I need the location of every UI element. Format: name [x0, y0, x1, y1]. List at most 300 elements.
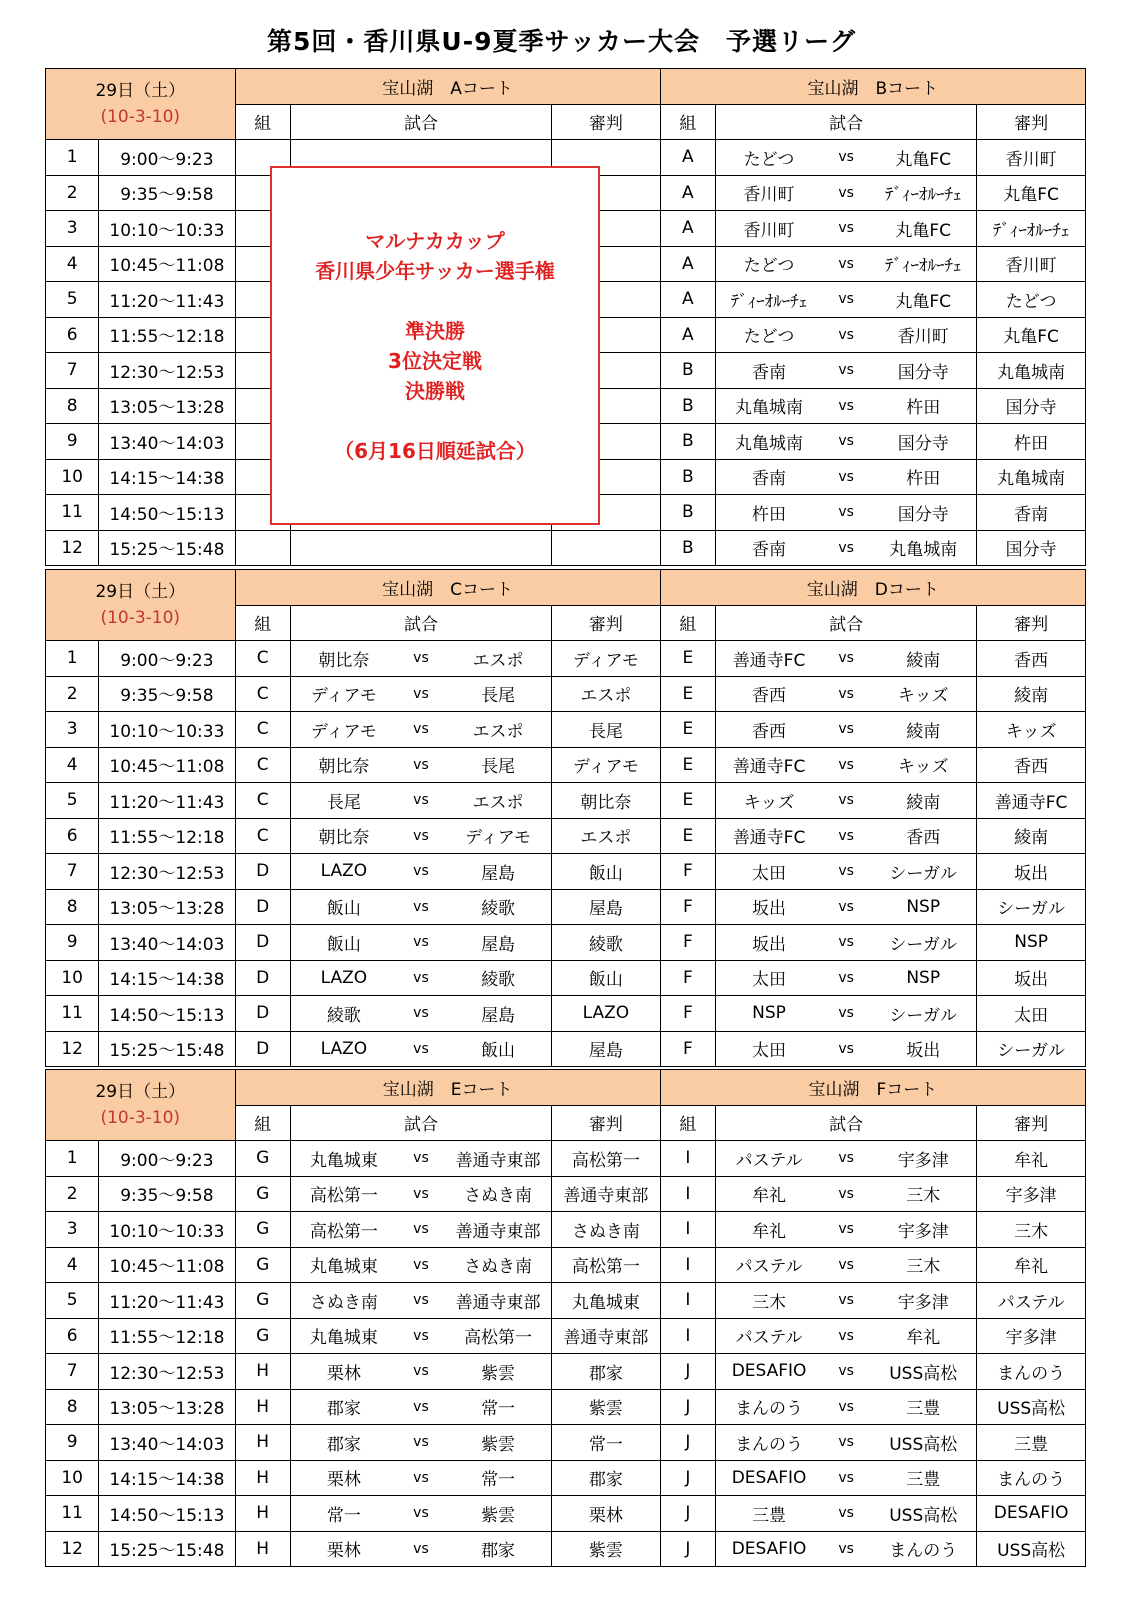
page-title: 第5回・香川県U-9夏季サッカー大会 予選リーグ — [267, 27, 856, 56]
team-a: 香南 — [716, 530, 823, 566]
team-b: 宇多津 — [870, 1283, 977, 1319]
team-b: 紫雲 — [445, 1425, 552, 1461]
time-slot: 9:00～9:23 — [99, 1141, 235, 1177]
group-cell: F — [660, 1031, 715, 1067]
group-cell: I — [660, 1212, 715, 1248]
time-slot: 13:40～14:03 — [99, 424, 235, 460]
match-number: 2 — [46, 175, 99, 211]
match-row — [46, 1318, 1086, 1354]
team-a: 朝比奈 — [290, 818, 397, 854]
match-number: 1 — [46, 641, 99, 677]
match-date: 29日（土） — [95, 581, 186, 602]
time-slot: 13:05～13:28 — [99, 1389, 235, 1425]
referee-cell: 丸亀城東 — [552, 1283, 661, 1319]
team-a: DESAFIO — [716, 1460, 823, 1496]
vs-label: vs — [822, 996, 870, 1032]
referee-header: 審判 — [977, 104, 1086, 140]
team-b: 郡家 — [445, 1531, 552, 1567]
vs-label-empty — [397, 530, 445, 566]
referee-cell: 杵田 — [977, 424, 1086, 460]
team-a: パステル — [716, 1318, 823, 1354]
referee-cell: 高松第一 — [552, 1247, 661, 1283]
team-b: ﾃﾞｨｰｵﾙｰﾁｪ — [870, 175, 977, 211]
team-a: NSP — [716, 996, 823, 1032]
group-cell: E — [660, 818, 715, 854]
group-cell: F — [660, 925, 715, 961]
match-number: 5 — [46, 783, 99, 819]
match-row — [46, 889, 1086, 925]
match-number: 8 — [46, 889, 99, 925]
referee-cell: 屋島 — [552, 1031, 661, 1067]
referee-cell: 香川町 — [977, 246, 1086, 282]
vs-label: vs — [822, 1141, 870, 1177]
time-slot: 15:25～15:48 — [99, 530, 235, 566]
team-a: 綾歌 — [290, 996, 397, 1032]
team-a: 栗林 — [290, 1531, 397, 1567]
team-b: 杵田 — [870, 459, 977, 495]
vs-label: vs — [822, 317, 870, 353]
team-a: 坂出 — [716, 925, 823, 961]
group-header: 組 — [235, 605, 290, 641]
referee-cell: さぬき南 — [552, 1212, 661, 1248]
vs-label: vs — [822, 1283, 870, 1319]
vs-label: vs — [397, 712, 445, 748]
notice-postponed: （6月16日順延試合） — [334, 439, 536, 463]
team-a: たどつ — [716, 317, 823, 353]
vs-label: vs — [822, 1354, 870, 1390]
time-slot: 14:15～14:38 — [99, 459, 235, 495]
vs-label: vs — [397, 747, 445, 783]
match-number: 10 — [46, 1460, 99, 1496]
team-b: 国分寺 — [870, 424, 977, 460]
team-b: 綾南 — [870, 712, 977, 748]
group-cell: E — [660, 712, 715, 748]
court-name-right: 宝山湖 Dコート — [660, 570, 1085, 606]
match-row — [46, 1531, 1086, 1567]
vs-label: vs — [397, 996, 445, 1032]
team-b: 国分寺 — [870, 353, 977, 389]
referee-cell: 高松第一 — [552, 1141, 661, 1177]
match-number: 6 — [46, 818, 99, 854]
vs-label: vs — [822, 530, 870, 566]
group-cell: D — [235, 889, 290, 925]
group-cell: F — [660, 996, 715, 1032]
team-b: 紫雲 — [445, 1496, 552, 1532]
group-cell: G — [235, 1212, 290, 1248]
match-row — [46, 783, 1086, 819]
referee-cell: 郡家 — [552, 1460, 661, 1496]
match-number: 8 — [46, 388, 99, 424]
vs-label: vs — [822, 747, 870, 783]
match-date: 29日（土） — [95, 1081, 186, 1102]
match-row — [46, 1460, 1086, 1496]
team-a: 香南 — [716, 353, 823, 389]
team-b: NSP — [870, 960, 977, 996]
match-number: 12 — [46, 1031, 99, 1067]
group-cell: H — [235, 1354, 290, 1390]
match-number: 10 — [46, 960, 99, 996]
vs-label: vs — [397, 1460, 445, 1496]
vs-label: vs — [397, 1318, 445, 1354]
vs-label: vs — [397, 1212, 445, 1248]
time-slot: 9:00～9:23 — [99, 641, 235, 677]
match-row — [46, 676, 1086, 712]
referee-cell: 常一 — [552, 1425, 661, 1461]
vs-label: vs — [822, 1176, 870, 1212]
time-slot: 10:10～10:33 — [99, 1212, 235, 1248]
team-b: 香西 — [870, 818, 977, 854]
team-b: シーガル — [870, 996, 977, 1032]
vs-label: vs — [822, 388, 870, 424]
match-number: 11 — [46, 495, 99, 531]
match-number: 6 — [46, 317, 99, 353]
referee-cell: まんのう — [977, 1460, 1086, 1496]
team-a: 善通寺FC — [716, 818, 823, 854]
match-row — [46, 996, 1086, 1032]
team-a: LAZO — [290, 854, 397, 890]
match-number: 2 — [46, 1176, 99, 1212]
group-cell: D — [235, 1031, 290, 1067]
court-name-left: 宝山湖 Cコート — [235, 570, 660, 606]
vs-label: vs — [397, 889, 445, 925]
match-number: 1 — [46, 1141, 99, 1177]
schedule-table-cd — [45, 569, 1086, 1067]
group-cell: B — [660, 424, 715, 460]
vs-label: vs — [397, 1031, 445, 1067]
team-a: ﾃﾞｨｰｵﾙｰﾁｪ — [716, 282, 823, 318]
team-a: パステル — [716, 1247, 823, 1283]
referee-cell: 屋島 — [552, 889, 661, 925]
group-cell: C — [235, 783, 290, 819]
vs-label: vs — [397, 818, 445, 854]
referee-cell: 国分寺 — [977, 388, 1086, 424]
team-b: エスポ — [445, 783, 552, 819]
referee-cell: 丸亀FC — [977, 317, 1086, 353]
referee-cell: 善通寺東部 — [552, 1318, 661, 1354]
match-header: 試合 — [290, 605, 551, 641]
team-b: 高松第一 — [445, 1318, 552, 1354]
team-b: USS高松 — [870, 1496, 977, 1532]
match-row — [46, 1496, 1086, 1532]
schedule-table-ef — [45, 1069, 1086, 1567]
referee-cell: DESAFIO — [977, 1496, 1086, 1532]
referee-cell: ﾃﾞｨｰｵﾙｰﾁｪ — [977, 211, 1086, 247]
referee-cell: 坂出 — [977, 960, 1086, 996]
match-number: 11 — [46, 1496, 99, 1532]
referee-cell: まんのう — [977, 1354, 1086, 1390]
team-b: 宇多津 — [870, 1212, 977, 1248]
match-number: 3 — [46, 211, 99, 247]
team-b: 飯山 — [445, 1031, 552, 1067]
notice-cup-name: マルナカカップ — [365, 229, 505, 253]
match-header: 試合 — [716, 104, 977, 140]
time-slot: 11:55～12:18 — [99, 818, 235, 854]
court-name-right: 宝山湖 Fコート — [660, 1070, 1085, 1106]
team-b: 善通寺東部 — [445, 1212, 552, 1248]
team-b: 丸亀城南 — [870, 530, 977, 566]
group-header: 組 — [660, 605, 715, 641]
match-row — [46, 1389, 1086, 1425]
group-cell: C — [235, 712, 290, 748]
match-number: 9 — [46, 424, 99, 460]
group-cell: G — [235, 1318, 290, 1354]
referee-cell: 飯山 — [552, 960, 661, 996]
match-header: 試合 — [290, 1105, 551, 1141]
referee-cell: 宇多津 — [977, 1318, 1086, 1354]
referee-cell: 牟礼 — [977, 1247, 1086, 1283]
vs-label: vs — [822, 854, 870, 890]
time-slot: 11:20～11:43 — [99, 1283, 235, 1319]
team-a: DESAFIO — [716, 1354, 823, 1390]
court-name-right: 宝山湖 Bコート — [660, 69, 1085, 105]
time-slot: 10:10～10:33 — [99, 211, 235, 247]
referee-cell: 丸亀FC — [977, 175, 1086, 211]
match-row — [46, 747, 1086, 783]
vs-label: vs — [822, 211, 870, 247]
time-slot: 15:25～15:48 — [99, 1531, 235, 1567]
group-cell-empty — [235, 530, 290, 566]
vs-label: vs — [822, 1496, 870, 1532]
referee-cell: ディアモ — [552, 641, 661, 677]
time-slot: 14:50～15:13 — [99, 1496, 235, 1532]
team-a: 善通寺FC — [716, 747, 823, 783]
group-cell: D — [235, 960, 290, 996]
team-a: 丸亀城東 — [290, 1247, 397, 1283]
match-row — [46, 1425, 1086, 1461]
referee-cell: 太田 — [977, 996, 1086, 1032]
referee-cell: 三木 — [977, 1212, 1086, 1248]
vs-label: vs — [397, 783, 445, 819]
group-cell: H — [235, 1531, 290, 1567]
match-number: 1 — [46, 140, 99, 176]
vs-label: vs — [397, 960, 445, 996]
team-a: 牟礼 — [716, 1212, 823, 1248]
vs-label: vs — [397, 1389, 445, 1425]
team-a: 朝比奈 — [290, 641, 397, 677]
team-b: 善通寺東部 — [445, 1283, 552, 1319]
vs-label: vs — [822, 1531, 870, 1567]
referee-cell: NSP — [977, 925, 1086, 961]
referee-cell: 栗林 — [552, 1496, 661, 1532]
match-number: 7 — [46, 353, 99, 389]
vs-label: vs — [397, 1531, 445, 1567]
group-cell: E — [660, 747, 715, 783]
date-cell — [46, 1070, 236, 1141]
team-b: NSP — [870, 889, 977, 925]
match-header: 試合 — [716, 605, 977, 641]
team-a: 高松第一 — [290, 1212, 397, 1248]
court-header-row — [46, 69, 1086, 105]
team-b: 牟礼 — [870, 1318, 977, 1354]
match-header: 試合 — [290, 104, 551, 140]
team-a: LAZO — [290, 1031, 397, 1067]
group-cell: J — [660, 1425, 715, 1461]
date-cell — [46, 570, 236, 641]
vs-label: vs — [397, 925, 445, 961]
team-a: さぬき南 — [290, 1283, 397, 1319]
match-row — [46, 1141, 1086, 1177]
group-cell: F — [660, 854, 715, 890]
vs-label: vs — [822, 246, 870, 282]
referee-cell: 紫雲 — [552, 1389, 661, 1425]
team-a: 郡家 — [290, 1425, 397, 1461]
referee-cell: 丸亀城南 — [977, 353, 1086, 389]
court-name-left: 宝山湖 Aコート — [235, 69, 660, 105]
match-date: 29日（土） — [95, 80, 186, 101]
match-row — [46, 1283, 1086, 1319]
team-b: 長尾 — [445, 676, 552, 712]
referee-cell: 国分寺 — [977, 530, 1086, 566]
vs-label: vs — [822, 960, 870, 996]
match-row — [46, 641, 1086, 677]
group-cell: I — [660, 1318, 715, 1354]
time-slot: 11:20～11:43 — [99, 282, 235, 318]
referee-cell: キッズ — [977, 712, 1086, 748]
team-a: まんのう — [716, 1425, 823, 1461]
team-b: 三木 — [870, 1247, 977, 1283]
vs-label: vs — [397, 641, 445, 677]
team-a: 長尾 — [290, 783, 397, 819]
referee-cell-empty — [552, 530, 661, 566]
team-a: 善通寺FC — [716, 641, 823, 677]
team-b: キッズ — [870, 676, 977, 712]
group-cell: G — [235, 1283, 290, 1319]
team-b: シーガル — [870, 854, 977, 890]
group-header: 組 — [235, 104, 290, 140]
group-cell: J — [660, 1496, 715, 1532]
referee-cell: 丸亀城南 — [977, 459, 1086, 495]
match-format: (10-3-10) — [100, 1108, 181, 1128]
team-b: 丸亀FC — [870, 282, 977, 318]
team-a: 太田 — [716, 1031, 823, 1067]
vs-label: vs — [822, 1425, 870, 1461]
team-b: USS高松 — [870, 1425, 977, 1461]
team-b: 三木 — [870, 1176, 977, 1212]
referee-cell: パステル — [977, 1283, 1086, 1319]
group-cell: F — [660, 889, 715, 925]
vs-label: vs — [822, 495, 870, 531]
vs-label: vs — [822, 925, 870, 961]
time-slot: 14:15～14:38 — [99, 960, 235, 996]
court-name-left: 宝山湖 Eコート — [235, 1070, 660, 1106]
referee-cell: 紫雲 — [552, 1531, 661, 1567]
team-b: 杵田 — [870, 388, 977, 424]
referee-cell: 善通寺東部 — [552, 1176, 661, 1212]
team-b: 屋島 — [445, 854, 552, 890]
vs-label: vs — [822, 282, 870, 318]
referee-cell: 善通寺FC — [977, 783, 1086, 819]
team-a: 高松第一 — [290, 1176, 397, 1212]
team-b: ﾃﾞｨｰｵﾙｰﾁｪ — [870, 246, 977, 282]
team-a: キッズ — [716, 783, 823, 819]
team-b: 屋島 — [445, 925, 552, 961]
referee-cell: 香南 — [977, 495, 1086, 531]
time-slot: 13:40～14:03 — [99, 925, 235, 961]
group-cell: J — [660, 1531, 715, 1567]
date-cell — [46, 69, 236, 140]
vs-label: vs — [397, 1496, 445, 1532]
match-row — [46, 1212, 1086, 1248]
team-a: まんのう — [716, 1389, 823, 1425]
team-b: 綾歌 — [445, 889, 552, 925]
team-b: 常一 — [445, 1460, 552, 1496]
team-a: 香南 — [716, 459, 823, 495]
team-a: 香西 — [716, 712, 823, 748]
team-b: 香川町 — [870, 317, 977, 353]
group-cell: J — [660, 1354, 715, 1390]
vs-label: vs — [397, 1176, 445, 1212]
match-header: 試合 — [716, 1105, 977, 1141]
time-slot: 9:35～9:58 — [99, 1176, 235, 1212]
group-cell: B — [660, 495, 715, 531]
group-cell: E — [660, 641, 715, 677]
team-b: エスポ — [445, 712, 552, 748]
group-cell: D — [235, 996, 290, 1032]
match-number: 3 — [46, 1212, 99, 1248]
vs-label: vs — [822, 818, 870, 854]
group-cell: I — [660, 1141, 715, 1177]
group-cell: C — [235, 818, 290, 854]
match-number: 6 — [46, 1318, 99, 1354]
time-slot: 11:55～12:18 — [99, 1318, 235, 1354]
team-a: 香川町 — [716, 211, 823, 247]
team-a: 栗林 — [290, 1460, 397, 1496]
team-b: キッズ — [870, 747, 977, 783]
time-slot: 13:05～13:28 — [99, 388, 235, 424]
group-cell: B — [660, 530, 715, 566]
time-slot: 13:40～14:03 — [99, 1425, 235, 1461]
group-cell: D — [235, 925, 290, 961]
notice-final: 決勝戦 — [405, 379, 465, 403]
time-slot: 10:10～10:33 — [99, 712, 235, 748]
referee-cell: 飯山 — [552, 854, 661, 890]
group-cell: G — [235, 1141, 290, 1177]
referee-cell: 綾歌 — [552, 925, 661, 961]
team-a: 丸亀城東 — [290, 1141, 397, 1177]
group-cell: J — [660, 1389, 715, 1425]
group-cell: A — [660, 317, 715, 353]
team-a: 飯山 — [290, 925, 397, 961]
team-a: 三豊 — [716, 1496, 823, 1532]
team-b: 三豊 — [870, 1389, 977, 1425]
team-b: 綾南 — [870, 783, 977, 819]
referee-cell: USS高松 — [977, 1531, 1086, 1567]
group-header: 組 — [235, 1105, 290, 1141]
group-header: 組 — [660, 1105, 715, 1141]
team-a: 丸亀城南 — [716, 424, 823, 460]
group-cell: H — [235, 1496, 290, 1532]
time-slot: 14:15～14:38 — [99, 1460, 235, 1496]
team-a: 太田 — [716, 960, 823, 996]
referee-cell: シーガル — [977, 889, 1086, 925]
referee-cell: シーガル — [977, 1031, 1086, 1067]
team-a: パステル — [716, 1141, 823, 1177]
team-a: 太田 — [716, 854, 823, 890]
team-b: 常一 — [445, 1389, 552, 1425]
group-cell: A — [660, 211, 715, 247]
match-number: 12 — [46, 530, 99, 566]
team-b: 屋島 — [445, 996, 552, 1032]
referee-cell: ディアモ — [552, 747, 661, 783]
time-slot: 12:30～12:53 — [99, 1354, 235, 1390]
group-cell: B — [660, 459, 715, 495]
match-row — [46, 1031, 1086, 1067]
final-rounds-notice — [270, 166, 600, 525]
match-row — [46, 854, 1086, 890]
match-number: 8 — [46, 1389, 99, 1425]
team-a: DESAFIO — [716, 1531, 823, 1567]
time-slot: 9:35～9:58 — [99, 676, 235, 712]
